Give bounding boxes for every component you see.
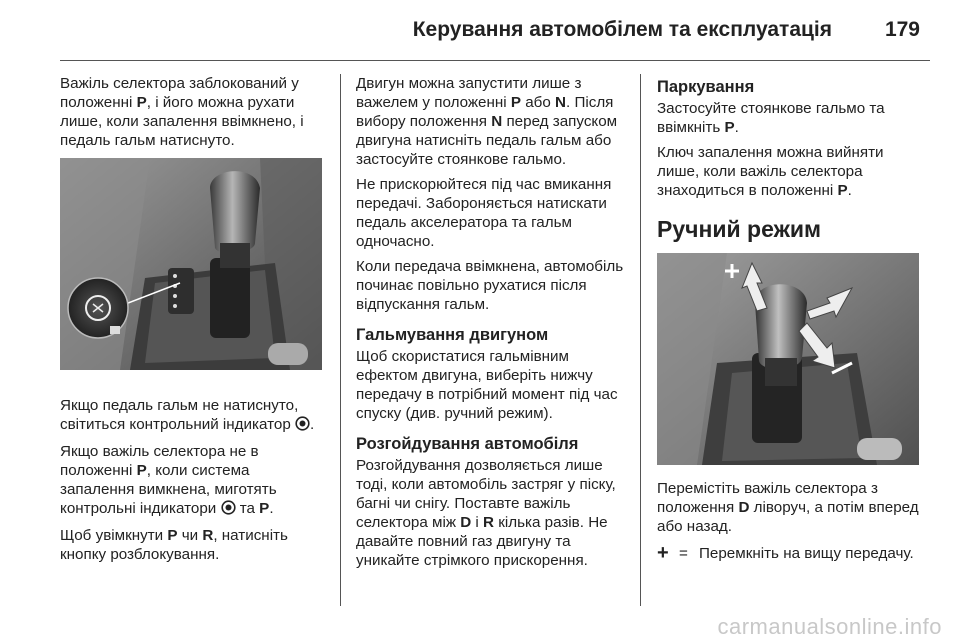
paragraph: Ключ запалення можна вийняти лише, коли важіль селектора знаходиться в положенні P. [657, 144, 884, 199]
brake-indicator-icon [221, 500, 236, 520]
legend-row [657, 544, 922, 563]
plus-icon: + [657, 542, 669, 564]
watermark: carmanualsonline.info [717, 614, 942, 639]
paragraph: Застосуйте стоянкове гальмо та ввімкніть P. [657, 100, 885, 136]
paragraph: Двигун можна запустити лише з важелем у положенні P або N. Після вибору положення N перед запуском двигуна натисніть педаль гальм або застосуйте стоянкове гальмо. [356, 75, 618, 168]
section-title: Ручний режим [657, 216, 822, 242]
page-header [0, 0, 960, 60]
paragraph: Перемістіть важіль селектора з положення D ліворуч, а потім вперед або назад. [657, 480, 919, 535]
equals-sign: = [679, 545, 688, 562]
section-heading: Паркування [657, 78, 755, 96]
column-divider-2 [640, 74, 641, 606]
page-number: 179 [884, 18, 920, 41]
header-rule [60, 60, 930, 61]
column-2 [356, 74, 630, 576]
section-heading: Розгойдування автомобіля [356, 435, 579, 453]
paragraph: Щоб увімкнути P чи R, натисніть кнопку розблокування. [60, 527, 288, 563]
paragraph: Коли передача ввімкнена, автомобіль починає повільно рухатися після відпускання гальм. [356, 258, 624, 313]
paragraph: Щоб скористатися гальмівним ефектом двигуна, виберіть нижчу передачу в потрібний момент під час спуску (див. ручний режим). [356, 348, 618, 422]
legend-text: Перемкніть на вищу передачу. [699, 545, 914, 562]
column-divider-1 [340, 74, 341, 606]
section-heading: Гальмування двигуном [356, 326, 549, 344]
paragraph: Якщо педаль гальм не натиснуто, світиться контрольний індикатор . [60, 396, 328, 436]
selector-lever-photo [60, 158, 322, 370]
paragraph: Важіль селектора заблокований у положенні P, і його можна рухати лише, коли запалення ввімкнено, і педаль гальм натиснуто. [60, 75, 304, 149]
paragraph: Якщо важіль селектора не в положенні P, коли система запалення вимкнена, миготять контрольні індикатори та P. [60, 442, 328, 520]
paragraph: Розгойдування дозволяється лише тоді, коли автомобіль застряг у піску, багні чи снігу. Поставте важіль селектора між D і R кілька разів. Не давайте повний газ двигуну та уникайте стрімкого прискорення. [356, 457, 616, 569]
manual-mode-photo [657, 253, 919, 465]
paragraph: Не прискорюйтеся під час вмикання передачі. Забороняється натискати педаль акселератора та гальм одночасно. [356, 176, 612, 250]
column-1 [60, 74, 328, 570]
brake-indicator-icon [295, 416, 310, 436]
column-3 [657, 74, 922, 563]
chapter-title: Керування автомобілем та експлуатація [412, 18, 832, 41]
